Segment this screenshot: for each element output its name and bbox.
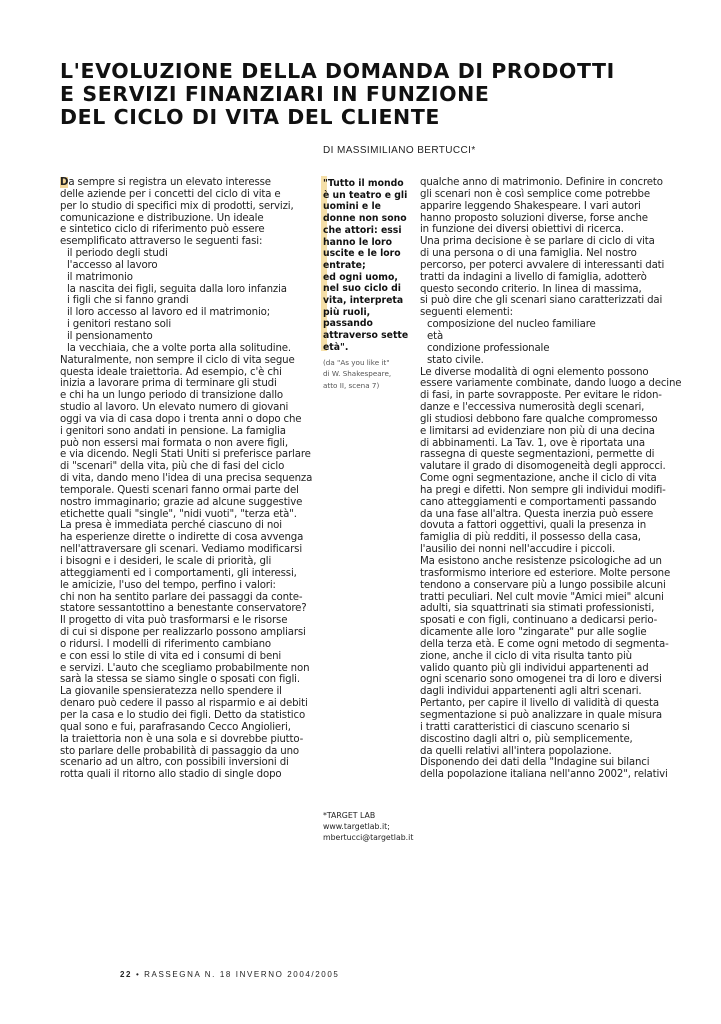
body-line: e via dicendo. Negli Stati Uniti si preferisce parlare [60, 449, 311, 461]
body-line: la nascita dei figli, seguita dalla loro infanzia [67, 283, 287, 295]
body-line: esemplificato attraverso le seguenti fasi: [60, 236, 263, 248]
footnote-line: www.targetlab.it; [323, 822, 390, 831]
body-line: gli scenari non è così semplice come potrebbe [420, 188, 650, 200]
body-line: qualche anno di matrimonio. Definire in concreto [420, 177, 663, 188]
title-line: DEL CICLO DI VITA DEL CLIENTE [60, 105, 441, 129]
body-line: e limitarsi ad evidenziare non più di una decina [420, 425, 655, 437]
author-byline: DI MASSIMILIANO BERTUCCI* [323, 145, 476, 156]
quote-source-line: (da "As you like it" [323, 358, 390, 367]
body-line: il loro accesso al lavoro ed il matrimonio; [67, 307, 270, 319]
body-line: scenario ad un altro, con possibili inversioni di [60, 757, 289, 769]
page-footer [120, 970, 339, 979]
body-line: la vecchiaia, che a volte porta alla solitudine. [67, 342, 291, 354]
body-line: studio al lavoro. Un elevato numero di giovani [60, 402, 289, 414]
body-line: condizione professionale [427, 342, 550, 354]
body-line: il pensionamento [67, 330, 153, 342]
body-line: ogni scenario sono omogenei tra di loro e diversi [420, 674, 662, 686]
body-line: può non essersi mai formata o non avere figli, [60, 437, 288, 449]
body-line: il matrimonio [67, 271, 133, 283]
body-line: i genitori sono andati in pensione. La famiglia [60, 425, 286, 437]
body-line: denaro può cedere il passo al risparmio e ai debiti [60, 698, 308, 710]
body-line: rotta quali il ritorno allo stadio di single dopo [60, 769, 282, 781]
body-line: famiglia di più redditi, il possesso della casa, [420, 532, 641, 544]
body-line: età [427, 330, 444, 342]
body-line: Disponendo dei dati della "Indagine sui bilanci [420, 757, 650, 769]
body-line: discostino dagli altri o, più semplicemente, [420, 733, 633, 745]
body-line: di cui si dispone per realizzarlo possono ampliarsi [60, 627, 306, 639]
body-line: dovuta a fattori oggettivi, quali la presenza in [420, 520, 647, 532]
quote-line: hanno le loro [323, 236, 393, 248]
body-column-left [60, 177, 312, 781]
body-line: comunicazione e distribuzione. Un ideale [60, 212, 264, 224]
quote-line: uomini e le [323, 201, 381, 213]
body-line: ha pregi e difetti. Non sempre gli individui modifi- [420, 484, 666, 496]
pull-quote-text [323, 178, 408, 354]
body-line: in funzione dei diversi obiettivi di ricerca. [420, 224, 624, 236]
body-line: rassegna di queste segmentazioni, permette di [420, 449, 655, 461]
body-line: e sintetico ciclo di riferimento può essere [60, 224, 265, 236]
quote-line: donne non sono [323, 213, 407, 225]
body-line: dagli individui appartenenti agli altri scenari. [420, 686, 642, 698]
body-line: temporale. Questi scenari fanno ormai parte del [60, 484, 299, 496]
body-line: adulti, sia squattrinati sia stimati professionisti, [420, 603, 655, 615]
quote-line: nel suo ciclo di [323, 283, 401, 295]
body-line: ha esperienze dirette o indirette di cosa avvenga [60, 532, 304, 544]
body-line: seguenti elementi: [420, 307, 513, 319]
body-line: apparire leggendo Shakespeare. I vari autori [420, 200, 641, 212]
body-line: di vita, dando meno l'idea di una precisa sequenza [60, 473, 313, 485]
body-line: gli studiosi debbono fare qualche compromesso [420, 413, 658, 425]
body-line: inizia a lavorare prima di terminare gli studi [60, 378, 277, 390]
body-line: tratti da indagini a livello di famiglia, adotterò [420, 271, 647, 283]
body-line: Naturalmente, non sempre il ciclo di vita segue [60, 354, 295, 366]
body-line: i tratti caratteristici di ciascuno scenario si [420, 721, 630, 733]
body-line: da una fase all'altra. Questa inerzia può essere [420, 508, 654, 520]
body-line: della popolazione italiana nell'anno 2002", relativi [420, 769, 668, 781]
body-line: oggi va via di casa dopo i trenta anni o dopo che [60, 413, 302, 425]
quote-line: più ruoli, [323, 306, 371, 318]
body-line: e chi ha un lungo periodo di transizione dallo [60, 390, 283, 402]
quote-line: che attori: essi [323, 224, 402, 236]
title-line: L'EVOLUZIONE DELLA DOMANDA DI PRODOTTI [60, 59, 615, 83]
body-line: chi non ha sentito parlare dei passaggi da conte- [60, 591, 303, 603]
body-line: il periodo degli studi [67, 248, 168, 260]
body-line: questa ideale traiettoria. Ad esempio, c'è chi [60, 366, 282, 378]
title-line: E SERVIZI FINANZIARI IN FUNZIONE [60, 82, 490, 106]
quote-line: età". [323, 341, 349, 353]
body-column-right [420, 177, 685, 781]
body-line: la traiettoria non è una sola e si dovrebbe piutto- [60, 733, 304, 745]
body-line: dicamente alle loro "zingarate" pur alle soglie [420, 627, 647, 639]
body-line: Ma esistono anche resistenze psicologiche ad un [420, 556, 662, 567]
body-line: per lo studio di specifici mix di prodotti, servizi, [60, 200, 294, 212]
body-line: e con essi lo stile di vita ed i consumi di beni [60, 650, 282, 662]
body-line: nell'attraversare gli scenari. Vediamo modificarsi [60, 544, 303, 556]
body-line: La giovanile spensieratezza nello spendere il [60, 686, 282, 698]
quote-line: vita, interpreta [323, 295, 404, 307]
body-line: etichette quali "single", "nidi vuoti", "terza età". [60, 508, 297, 520]
body-line: per la casa e lo studio dei figli. Detto da statistico [60, 709, 306, 721]
body-line: sposati e con figli, continuano a dedicarsi perio- [420, 615, 658, 627]
body-line: questo secondo criterio. In linea di massima, [420, 283, 642, 295]
body-line: valido quanto più gli individui appartenenti ad [420, 662, 649, 674]
quote-line: è un teatro e gli [323, 189, 408, 201]
body-line: sarà la stessa se siamo single o sposati con figli. [60, 674, 300, 686]
body-line: qual sono e fui, parafrasando Cecco Angiolieri, [60, 721, 291, 733]
footer-separator: • [135, 970, 141, 979]
body-line: nostro immaginario; grazie ad alcune suggestive [60, 496, 303, 508]
body-line: atteggiamenti ed i comportamenti, gli interessi, [60, 567, 297, 579]
body-line: segmentazione si può analizzare in quale misura [420, 709, 663, 721]
body-line: i genitori restano soli [67, 319, 172, 331]
body-line: di fasi, in parte sovrapposte. Per evitare le ridon- [420, 390, 662, 402]
quote-source [323, 357, 391, 391]
publication-name: RASSEGNA N. 18 [144, 970, 232, 979]
body-line: tratti peculiari. Nel cult movie "Amici miei" alcuni [420, 591, 664, 603]
body-line: da quelli relativi all'intera popolazione. [420, 745, 612, 757]
quote-line: passando [323, 318, 373, 330]
body-line: e servizi. L'auto che scegliamo probabilmente non [60, 662, 310, 674]
body-line: si può dire che gli scenari siano caratterizzati dai [420, 295, 663, 307]
body-line: di una persona o di una famiglia. Nel nostro [420, 248, 637, 260]
body-line: cano atteggiamenti e comportamenti passando [420, 496, 657, 508]
body-line: stato civile. [427, 354, 484, 366]
body-line: i figli che si fanno grandi [67, 295, 189, 307]
body-line: valutare il grado di disomogeneità degli approcci. [420, 461, 666, 473]
body-line: essere variamente combinate, dando luogo a decine [420, 378, 682, 390]
quote-line: ed ogni uomo, [323, 271, 398, 283]
footnote-line: mbertucci@targetlab.it [323, 833, 414, 842]
body-line: hanno proposto soluzioni diverse, forse anche [420, 212, 648, 224]
author-footnote [323, 810, 413, 843]
body-line: di abbinamenti. La Tav. 1, ove è riportata una [420, 437, 645, 449]
body-line: i bisogni e i desideri, le scale di priorità, gli [60, 556, 272, 567]
body-line: Una prima decisione è se parlare di ciclo di vita [420, 236, 655, 248]
quote-line: attraverso sette [323, 330, 409, 342]
body-line: o ridursi. I modelli di riferimento cambiano [60, 638, 272, 650]
body-line: Da sempre si registra un elevato interesse [60, 177, 271, 188]
body-line: delle aziende per i concetti del ciclo di vita e [60, 188, 281, 200]
body-line: di "scenari" della vita, più che di fasi del ciclo [60, 461, 285, 473]
footnote-line: *TARGET LAB [323, 811, 376, 820]
body-line: l'ausilio dei nonni nell'accudire i piccoli. [420, 544, 616, 556]
body-line: trasformismo interiore ed esteriore. Molte persone [420, 567, 671, 579]
issue-date: INVERNO 2004/2005 [235, 970, 340, 979]
body-line: Il progetto di vita può trasformarsi e le risorse [60, 615, 288, 627]
quote-source-line: atto II, scena 7) [323, 380, 380, 390]
quote-line: "Tutto il mondo [323, 178, 404, 189]
body-line: La presa è immediata perché ciascuno di noi [60, 520, 282, 532]
body-line: statore sessantottino a benestante conservatore? [60, 603, 307, 615]
body-line: tendono a conservare più a lungo possibile alcuni [420, 579, 666, 591]
body-line: composizione del nucleo familiare [427, 319, 596, 331]
body-line: Le diverse modalità di ogni elemento possono [420, 366, 649, 378]
body-line: Pertanto, per capire il livello di validità di questa [420, 698, 659, 710]
quote-line: entrate; [323, 259, 366, 271]
page-number: 22 [120, 970, 133, 979]
body-line: Come ogni segmentazione, anche il ciclo di vita [420, 473, 657, 485]
quote-line: uscite e le loro [323, 248, 401, 260]
body-line: l'accesso al lavoro [67, 259, 158, 271]
body-line: sto parlare delle probabilità di passaggio da uno [60, 745, 300, 757]
article-title [60, 60, 680, 129]
body-line: zione, anche il ciclo di vita risulta tanto più [420, 650, 632, 662]
body-line: percorso, per poterci avvalere di interessanti dati [420, 259, 665, 271]
body-line: le amicizie, l'uso del tempo, perfino i valori: [60, 579, 276, 591]
quote-source-line: di W. Shakespeare, [323, 369, 392, 379]
body-line: della terza età. E come ogni metodo di segmenta- [420, 638, 669, 650]
drop-cap: D [60, 177, 69, 188]
body-line: danze e l'eccessiva numerosità degli scenari, [420, 402, 645, 414]
